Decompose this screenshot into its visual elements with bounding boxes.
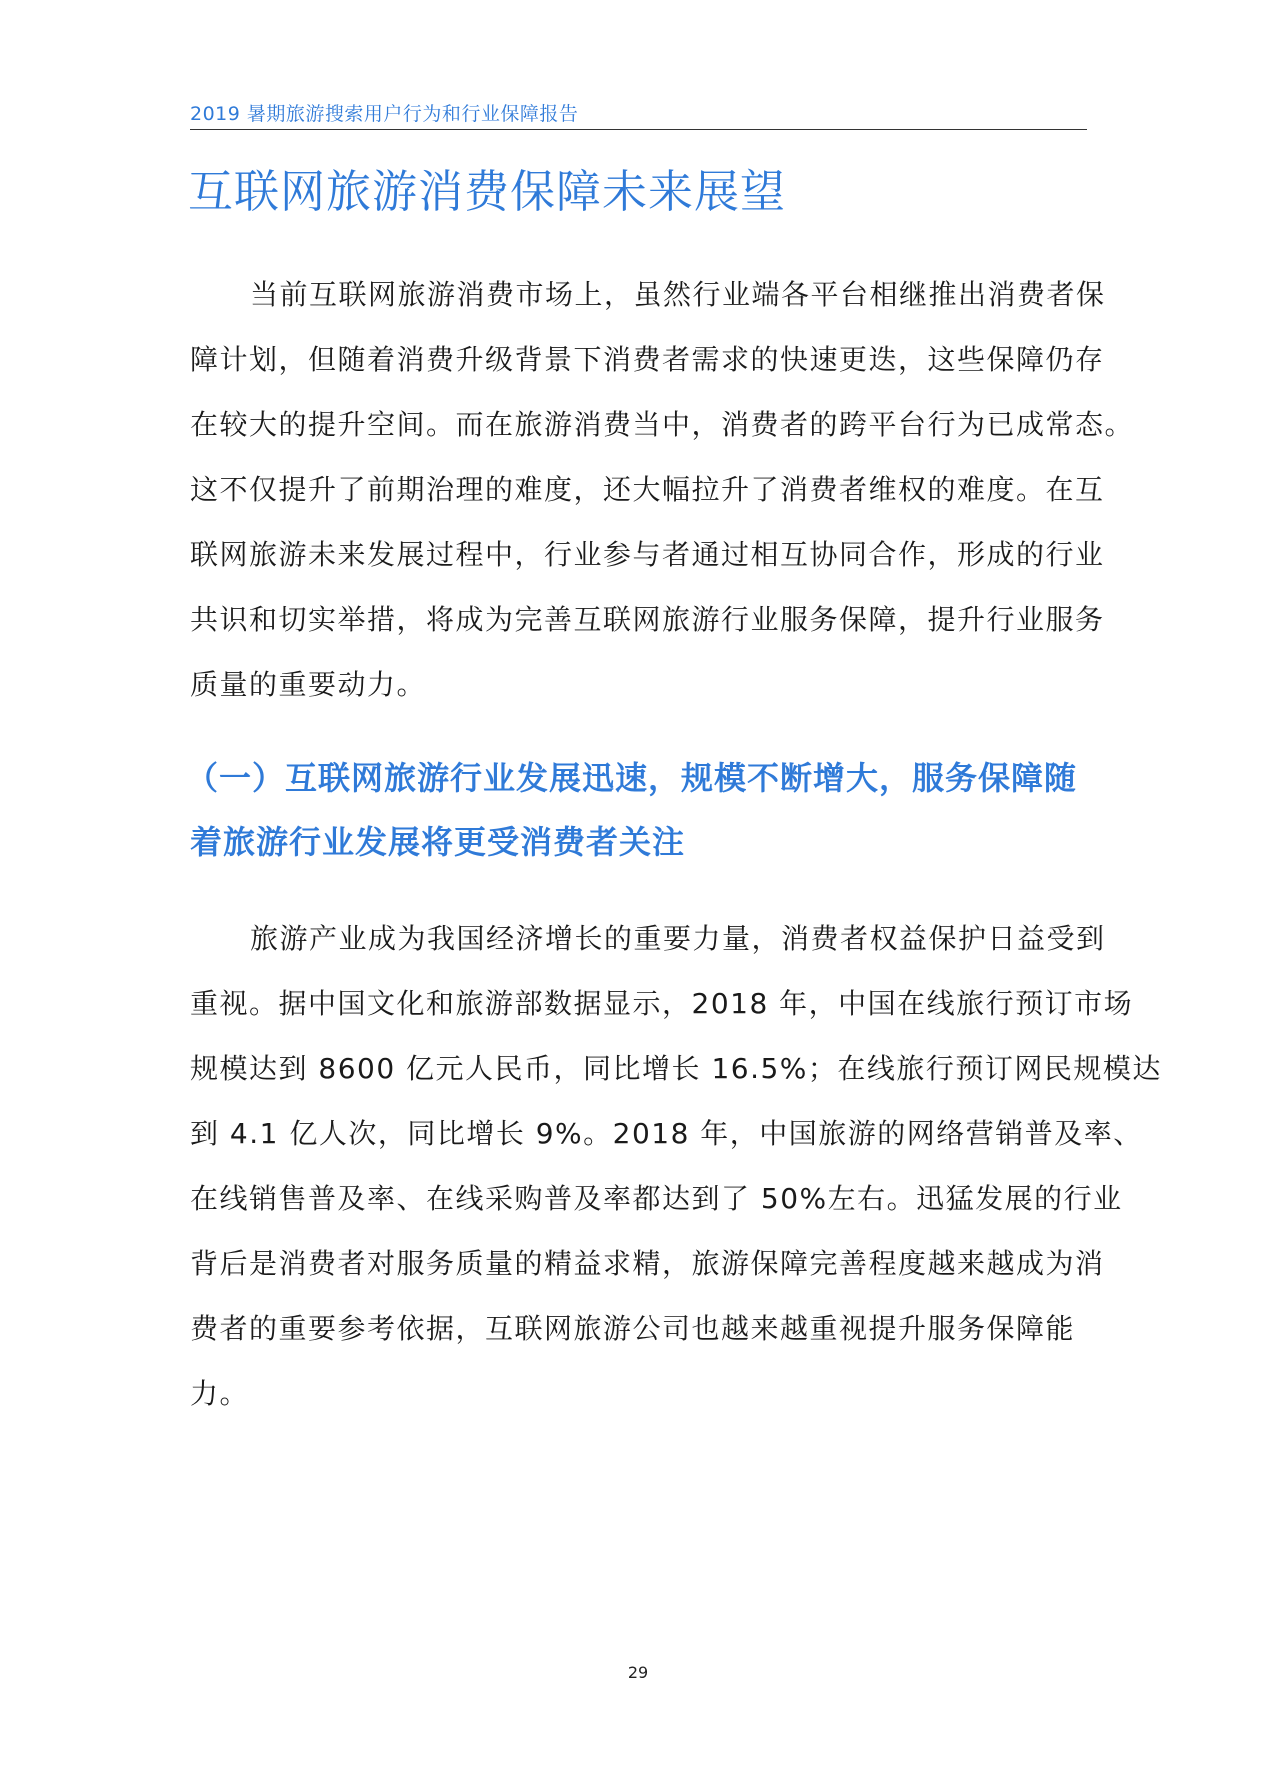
section-paragraph xyxy=(190,906,1162,1426)
paragraph-line: 费者的重要参考依据，互联网旅游公司也越来越重视提升服务保障能 xyxy=(190,1312,1076,1345)
paragraph-line: 共识和切实举措，将成为完善互联网旅游行业服务保障，提升行业服务 xyxy=(190,603,1105,636)
paragraph-line: 这不仅提升了前期治理的难度，还大幅拉升了消费者维权的难度。在互 xyxy=(190,473,1105,506)
page-number: 29 xyxy=(627,1663,649,1682)
paragraph-line: 重视。据中国文化和旅游部数据显示，2018 年，中国在线旅行预订市场 xyxy=(190,987,1134,1020)
paragraph-line: 背后是消费者对服务质量的精益求精，旅游保障完善程度越来越成为消 xyxy=(190,1247,1105,1280)
header-divider xyxy=(190,129,1087,130)
paragraph-line: 质量的重要动力。 xyxy=(190,668,427,701)
paragraph-line: 在线销售普及率、在线采购普及率都达到了 50%左右。迅猛发展的行业 xyxy=(190,1182,1123,1215)
paragraph-line: 到 4.1 亿人次，同比增长 9%。2018 年，中国旅游的网络营销普及率、 xyxy=(190,1117,1143,1150)
section-heading-line: （一）互联网旅游行业发展迅速，规模不断增大，服务保障随 xyxy=(186,759,1078,797)
section-heading xyxy=(186,746,1100,874)
paragraph-line: 联网旅游未来发展过程中，行业参与者通过相互协同合作，形成的行业 xyxy=(190,538,1105,571)
paragraph-line: 障计划，但随着消费升级背景下消费者需求的快速更迭，这些保障仍存 xyxy=(190,343,1105,376)
paragraph-line: 规模达到 8600 亿元人民币，同比增长 16.5%；在线旅行预订网民规模达 xyxy=(190,1052,1162,1085)
paragraph-line: 在较大的提升空间。而在旅游消费当中，消费者的跨平台行为已成常态。 xyxy=(190,408,1135,441)
section-heading-line: 着旅游行业发展将更受消费者关注 xyxy=(190,823,686,861)
running-header: 2019 暑期旅游搜索用户行为和行业保障报告 xyxy=(190,103,579,125)
paragraph-line: 力。 xyxy=(190,1377,250,1410)
paragraph-line: 当前互联网旅游消费市场上，虽然行业端各平台相继推出消费者保 xyxy=(250,278,1106,311)
intro-paragraph xyxy=(190,262,1135,717)
paragraph-line: 旅游产业成为我国经济增长的重要力量，消费者权益保护日益受到 xyxy=(250,922,1106,955)
page-title: 互联网旅游消费保障未来展望 xyxy=(188,165,787,218)
